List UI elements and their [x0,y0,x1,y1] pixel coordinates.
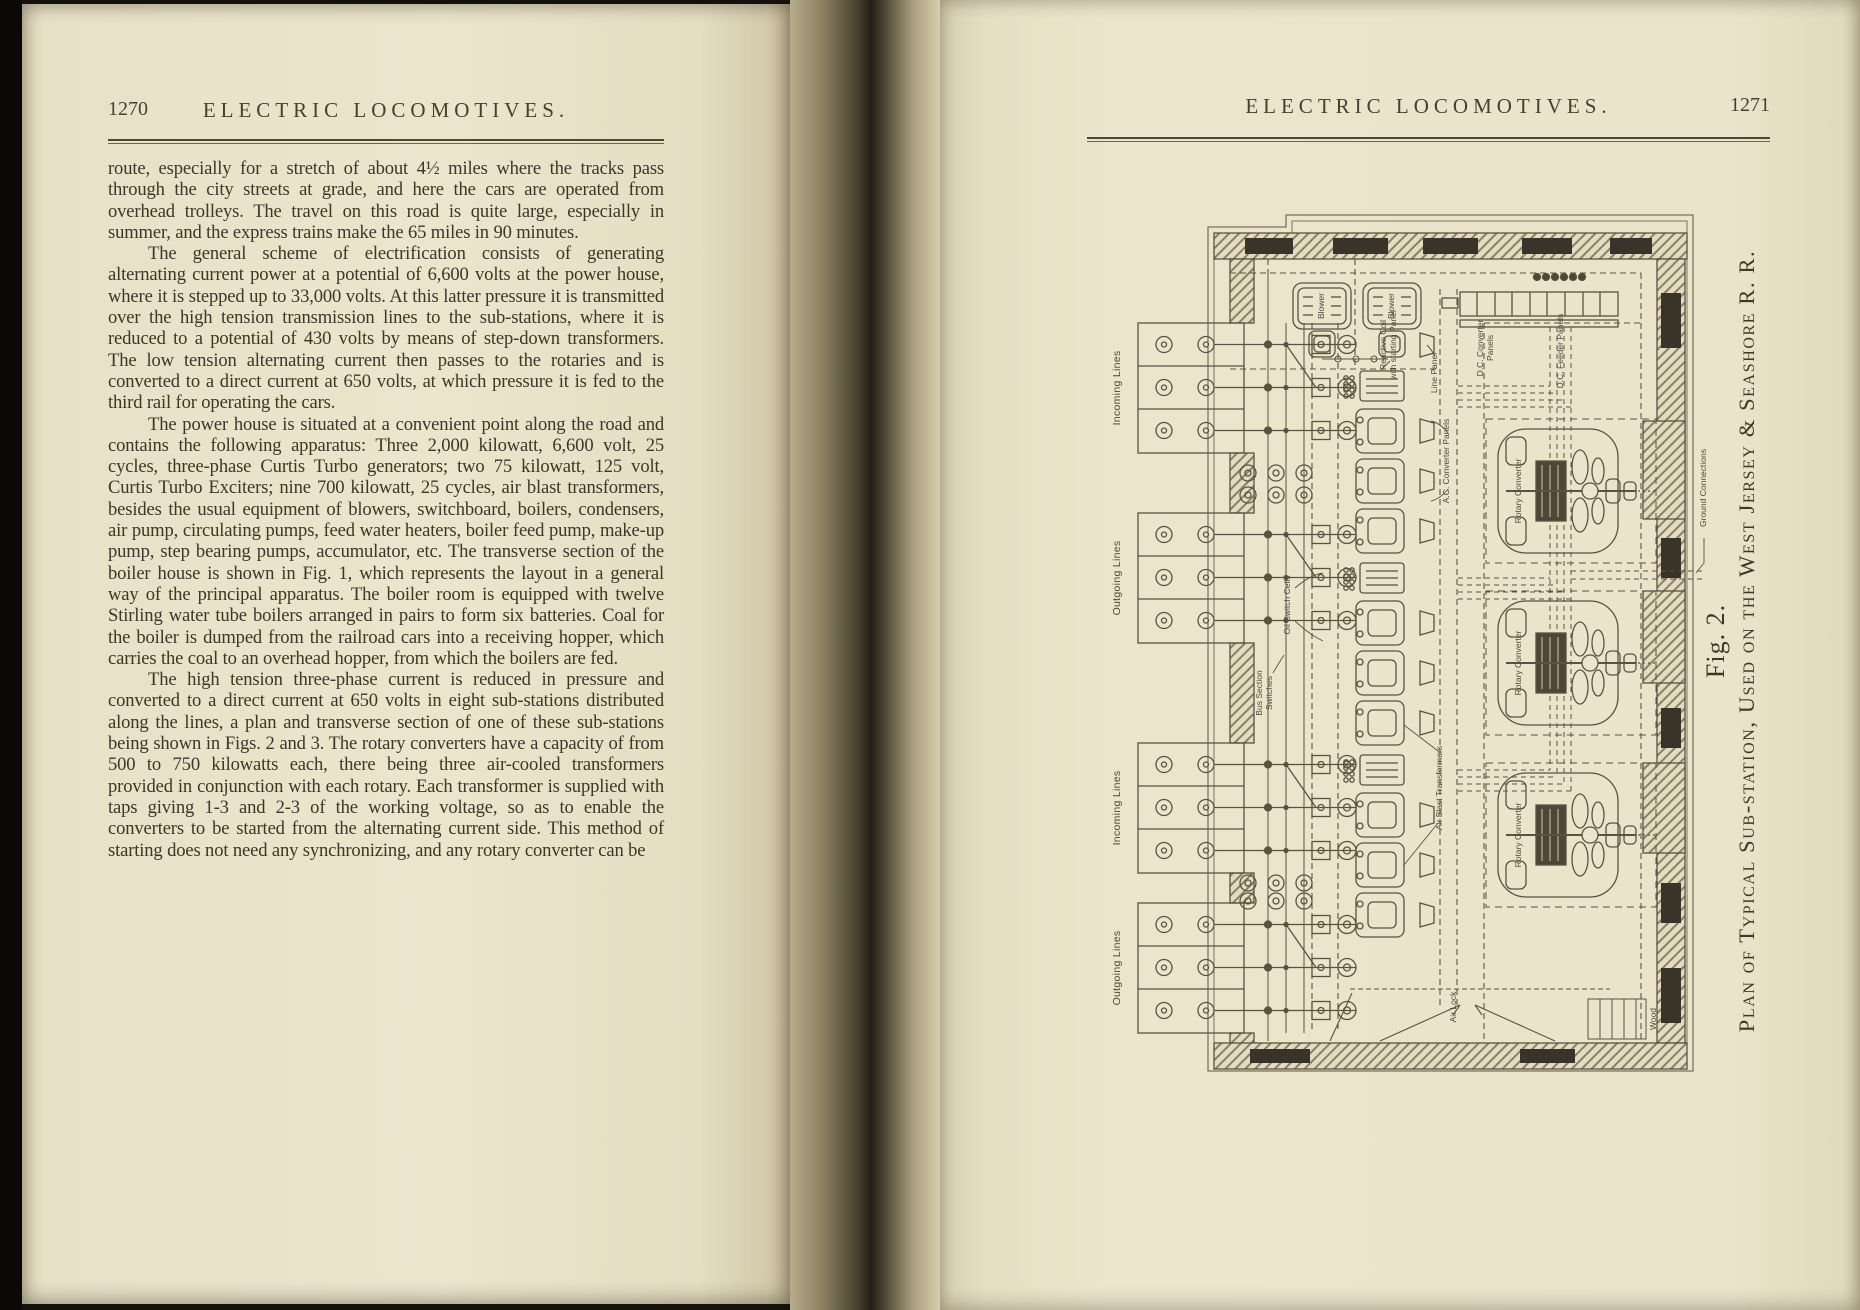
label-air-blast-transformers: Air Blast Transformers [1434,745,1444,831]
reactive-coil-2 [1344,563,1404,593]
label-dc-converter-panels-2: Panels [1485,335,1495,361]
label-reactive-coil-1: Reactive Coil [1378,319,1388,371]
figure-caption: Plan of Typical Sub-station, Used on the West Jersey & Seashore R. R. [1734,249,1759,1033]
left-running-title: ELECTRIC LOCOMOTIVES. [202,98,570,122]
label-reactive-coil-2: with starting Panel [1388,310,1398,380]
building-outline [1208,215,1693,1071]
label-rotary-converter-3: Rotary Converter [1513,802,1523,868]
label-rotary-converter-2: Rotary Converter [1513,630,1523,696]
substation-plan-figure [1090,193,1780,1098]
label-air-lock: Air Lock [1448,991,1458,1023]
label-rotary-converter-1: Rotary Converter [1513,458,1523,524]
body-paragraph: The power house is situated at a convenient point along the road and contains the following apparatus: Three 2,000 kilowatt, 6,600 volt, 25 cycles, three-phase Curtis Turbo generators; two 75 kilowatt, 125 volt, Curtis Turbo Exciters; nine 700 kilowatt, 25 cycles, air blast transformers, besides the usual equipment of blowers, switchboard, boilers, condensers, air pump, circulating pumps, feed water heaters, boiler feed pump, make-up pump, step bearing pumps, accumulator, etc. The transverse section of the boiler house is shown in Fig. 1, which represents the layout in a general way of the principal apparatus. The boiler room is equipped with twelve Stirling water tube boilers arranged in pairs to form six batteries. Coal for the boiler is dumped from the railroad cars into a receiving hopper, which carries the coal to an overhead hopper, from which the boilers are fed. [108,413,664,669]
dc-panel-board [1442,274,1618,328]
label-ac-converter-panels: A.C. Converter Panels [1441,418,1451,504]
right-running-header [1087,94,1770,124]
gutter-shadow [790,0,940,1310]
floor-plan [1138,215,1704,1071]
label-bus-section-switches-1: Bus Section [1254,670,1264,716]
label-line-panel: Line Panel [1429,352,1439,394]
air-lock-doors [1330,989,1610,1041]
body-paragraph: The general scheme of electrification consists of generating alternating current power at a potential of 6,600 volts at the power house, where it is stepped up to 33,000 volts. At this latter pressure it is transmitted over the high tension transmission lines to the sub-stations, where it is reduced to a potential of 430 volts by means of step-down transformers. The low tension alternating current then passes to the rotaries and is converted to a direct current at 650 volts, at which pressure it is fed to the third rail for operating the cars. [108,243,664,414]
right-running-title: ELECTRIC LOCOMOTIVES. [1245,94,1612,118]
label-bus-section-switches-2: Switches [1264,675,1274,711]
label-ground-connections: Ground Connections [1698,449,1708,527]
left-body-text [108,158,664,861]
label-incoming-lines-1: Incoming Lines [1111,350,1123,426]
label-wood: Wood [1648,1007,1658,1031]
label-blower-1: Blower [1316,293,1326,319]
scan-left-edge [0,0,22,1310]
right-page-number: 1271 [1730,94,1770,116]
wood-grating [1588,999,1646,1039]
right-page [940,0,1860,1310]
body-paragraph: route, especially for a stretch of about 4½ miles where the tracks pass through the city streets at grade, and here the cars are operated from overhead trolleys. The travel on this road is quite large, especially in summer, and the express trains make the 65 miles in 90 minutes. [108,158,664,243]
body-paragraph: The high tension three-phase current is reduced in pressure and converted to a direct current at 650 volts in eight sub-stations distributed along the lines, a plan and transverse section of one of these sub-stations being shown in Figs. 2 and 3. The rotary converters have a capacity of from 500 to 750 kilowatts each, there being three air-cooled transformers provided in conjunction with each rotary. Each transformer is supplied with taps giving 1-3 and 2-3 of the working voltage, so as to enable the converters to be started from the alternating current side. This method of starting does not need any synchronizing, and any rotary converter can be [108,669,664,861]
figure-number: Fig. 2. [1701,603,1730,679]
label-dc-feeder-panels: D.C. Feeder Panels [1555,313,1565,389]
left-header-rule [108,139,664,141]
right-header-rule [1087,137,1770,139]
label-oil-switch-cells: Oil Switch Cells [1282,575,1292,635]
left-running-header [108,98,664,128]
label-incoming-lines-2: Incoming Lines [1111,770,1123,846]
left-page-number: 1270 [108,98,148,120]
label-outgoing-lines-1: Outgoing Lines [1111,540,1123,616]
label-dc-converter-panels-1: D.C. Converter [1475,319,1485,377]
transformer-bank [1344,371,1404,937]
label-outgoing-lines-2: Outgoing Lines [1111,930,1123,1006]
reactive-coil-3 [1344,755,1404,785]
label-blower-2: Blower [1386,293,1396,319]
converter-panel-symbols [1420,333,1434,927]
left-page [22,4,790,1304]
